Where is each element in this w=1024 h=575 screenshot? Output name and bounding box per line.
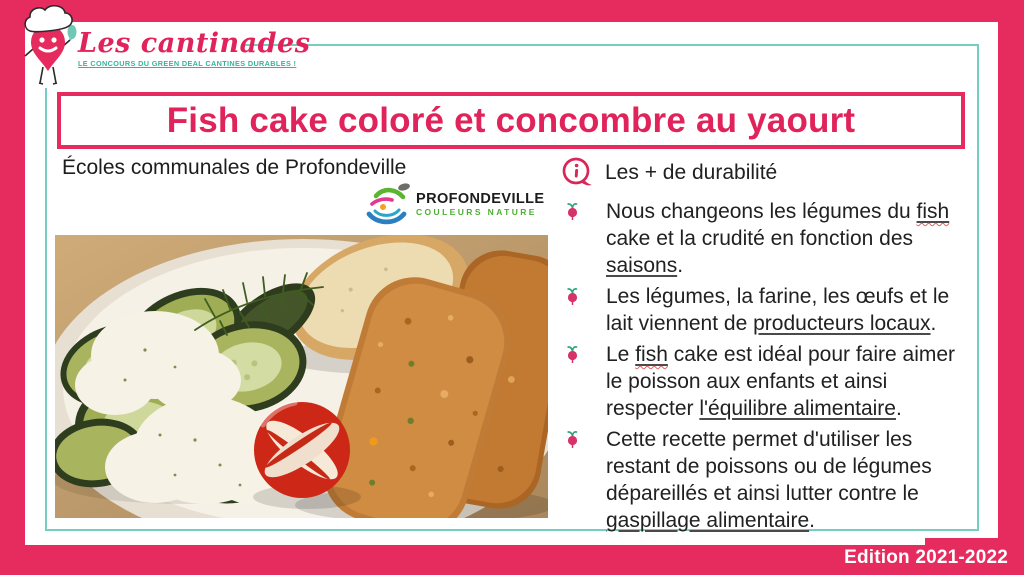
list-item <box>560 341 972 422</box>
chef-pin-mascot-icon <box>12 5 84 91</box>
dish-photo <box>55 235 548 518</box>
brand-tagline: LE CONCOURS DU GREEN DEAL CANTINES DURABLES ! <box>78 59 297 68</box>
school-name: Écoles communales de Profondeville <box>62 156 407 179</box>
sustainability-list <box>560 198 972 534</box>
list-item <box>560 198 972 279</box>
recipe-title: Fish cake coloré et concombre au yaourt <box>166 100 856 140</box>
recipe-title-box <box>57 92 965 149</box>
radish-icon <box>560 426 606 534</box>
partner-name: PROFONDEVILLE <box>416 191 545 207</box>
radish-icon <box>560 283 606 337</box>
partner-tagline: COULEURS NATURE <box>416 207 537 217</box>
sustainability-header <box>560 156 972 190</box>
bullet-text: Le fish cake est idéal pour faire aimer le poisson aux enfants et ainsi respecter l'équilibre alimentaire. <box>606 343 956 420</box>
bullet-text: Nous changeons les légumes du fish cake et la crudité en fonction des saisons. <box>606 200 950 277</box>
frame-top <box>0 0 1024 22</box>
frame-right <box>998 0 1024 575</box>
sustainability-panel <box>560 156 972 538</box>
radish-icon <box>560 198 606 279</box>
brand-text <box>78 28 311 68</box>
radish-icon <box>560 341 606 422</box>
brand-title: Les cantinades <box>78 28 311 59</box>
info-bubble-icon <box>560 156 596 190</box>
list-item <box>560 426 972 534</box>
bullet-text: Les légumes, la farine, les œufs et le lait viennent de producteurs locaux. <box>606 285 950 335</box>
partner-logo <box>362 181 544 229</box>
sustainability-title: Les + de durabilité <box>605 161 778 184</box>
bullet-text: Cette recette permet d'utiliser les restant de poissons ou de légumes dépareillés et ainsi lutter contre le gaspillage alimentaire. <box>606 428 932 532</box>
profondeville-swirl-icon <box>362 181 412 229</box>
list-item <box>560 283 972 337</box>
edition-label: Edition 2021-2022 <box>844 547 1008 568</box>
